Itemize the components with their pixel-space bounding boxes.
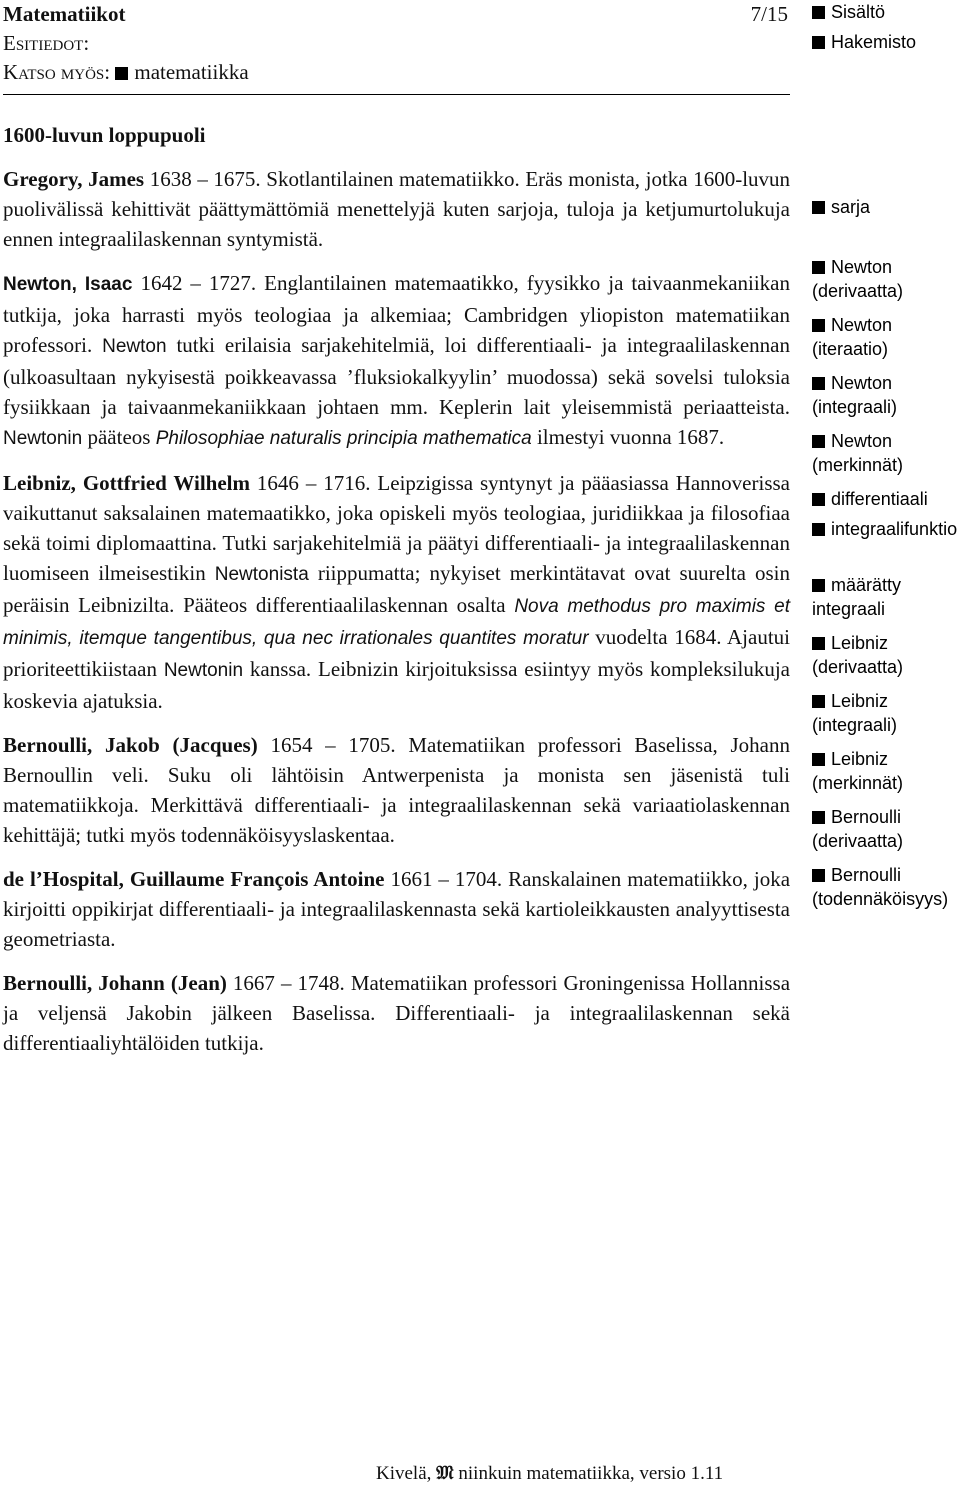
sidebar-link-label: määrätty integraali — [812, 575, 902, 619]
entry-text: Matematiikan professori Groningenissa Hollannissa ja veljensä Jakobin jälkeen Baselissa. Differentiaali- ja integraalilaskennan sekä differentiaaliyhtälöiden tutkija. — [3, 971, 791, 1055]
entry-name: de l’Hospital, Guillaume François Antoine — [3, 867, 385, 891]
link-square-icon — [812, 6, 825, 19]
link-square-icon — [115, 67, 128, 80]
section-heading: 1600-luvun loppupuoli — [3, 123, 206, 147]
sidebar-link-sarja[interactable] — [812, 195, 960, 219]
link-square-icon — [812, 753, 825, 766]
sidebar-link-bernoulli-todennakoisyys[interactable] — [812, 863, 960, 911]
page-header — [3, 0, 790, 87]
main-content — [3, 120, 790, 1072]
newton-ref: Newton — [102, 336, 167, 357]
sidebar-link-label: Hakemisto — [831, 32, 917, 52]
newton-ref: Newtonin — [163, 660, 244, 681]
link-square-icon — [812, 695, 825, 708]
entry-text: vuodelta 1684. Ajautui prioriteettikiistaan — [3, 625, 790, 681]
entry-text: ilmestyi vuonna 1687. — [531, 425, 725, 449]
entry-name: Leibniz, Gottfried Wilhelm — [3, 471, 250, 495]
sidebar-link-label: sarja — [831, 197, 871, 217]
sidebar-link-leibniz-merkinnat[interactable] — [812, 747, 960, 795]
entry-name: Gregory, James — [3, 167, 145, 191]
sidebar-link-newton-integraali[interactable] — [812, 371, 960, 419]
footer-title: niinkuin matematiikka, versio 1.11 — [458, 1463, 724, 1484]
entry-text: pääteos — [82, 425, 156, 449]
katso-myos-link-text: matematiikka — [134, 60, 249, 84]
sidebar-link-label: Leibniz (merkinnät) — [812, 749, 904, 793]
sidebar-link-label: integraalifunktio — [831, 519, 958, 539]
link-square-icon — [812, 201, 825, 214]
entry-de-l-hospital — [3, 864, 790, 954]
entry-text: , tuloja ja ketjumurtolukuja ennen integraalilaskennan syntymistä. — [3, 197, 791, 251]
entry-text: Matematiikan professori Baselissa, Johann Bernoullin veli. Suku oli lähtöisin Antwerpenista ja monista sen jäsenistä tuli matematiikkoja. Merkittävä differentiaali- ja integraalilaskennan sekä variaatiolaskennan kehittäjä; tutki myös todennäköisyyslaskentaa. — [3, 733, 791, 847]
sidebar-link-label: Newton (integraali) — [812, 373, 898, 417]
sidebar-link-label: Sisältö — [831, 2, 886, 22]
sidebar-link-label: Newton (iteraatio) — [812, 315, 893, 359]
entry-years: 1646 – 1716. — [256, 471, 371, 495]
entry-years: 1667 – 1748. — [232, 971, 345, 995]
newton-ref: Newtonin — [3, 428, 83, 449]
sidebar-link-newton-iteraatio[interactable] — [812, 313, 960, 361]
sidebar-link-label: Leibniz (derivaatta) — [812, 633, 904, 677]
sidebar-link-hakemisto[interactable] — [812, 30, 960, 54]
sidebar-link-leibniz-integraali[interactable] — [812, 689, 960, 737]
entry-text: tutki erilaisia sarjakehitelmiä, loi differentiaali- ja integraalilaskennan (ulkoasultaan nykyisestä poikkeavassa ’fluksiokalkyylin’ muodossa) sekä sovelsi tuloksia fysiikkaan ja taivaanmekaniikkaan johtaen mm. Keplerin lait yleisemmistä periaatteista. — [3, 333, 790, 419]
footer-author: Kivelä, — [376, 1463, 432, 1484]
sidebar-link-differentiaali[interactable] — [812, 487, 960, 511]
link-square-icon — [812, 377, 825, 390]
sidebar-link-newton-derivaatta[interactable] — [812, 255, 960, 303]
entry-text: Skotlantilainen matematiikko. Eräs monista, jotka 1600-luvun puolivälissä kehittivät päättymättömiä menettelyjä kuten — [3, 167, 791, 221]
entry-leibniz — [3, 468, 790, 716]
doc-title: Matematiikot — [3, 2, 126, 26]
entry-gregory — [3, 164, 790, 254]
work-title: Philosophiae naturalis principia mathematica — [155, 428, 532, 449]
footer-logo: 𝔐 — [436, 1462, 454, 1484]
page-number: 7/15 — [750, 2, 788, 26]
sidebar-link-leibniz-derivaatta[interactable] — [812, 631, 960, 679]
entry-text: Englantilainen matemaatikko, fyysikko ja taivaanmekaniikan tutkija, joka harrasti myös teologiaa ja alkemiaa; Cambridgen yliopiston matematiikan professori. — [3, 271, 790, 357]
sidebar-link-sisalto[interactable] — [812, 0, 960, 24]
link-square-icon — [812, 319, 825, 332]
entry-newton — [3, 268, 790, 454]
entry-name: Bernoulli, Jakob (Jacques) — [3, 733, 258, 757]
sidebar-link-label: Bernoulli (derivaatta) — [812, 807, 904, 851]
entry-johann-bernoulli — [3, 968, 790, 1058]
link-square-icon — [812, 869, 825, 882]
link-square-icon — [812, 435, 825, 448]
sidebar-link-label: differentiaali — [831, 489, 928, 509]
entry-text: riippumatta; nykyiset merkintätavat ovat suurelta osin peräisin Leibnizilta. Pääteos differentiaalilaskennan osalta — [3, 561, 790, 617]
entry-years: 1654 – 1705. — [270, 733, 396, 757]
sidebar-link-newton-merkinnat[interactable] — [812, 429, 960, 477]
katso-myos-label: Katso myös: — [3, 60, 111, 84]
entry-text: Leipzigissa syntynyt ja pääasiassa Hannoverissa vaikuttanut saksalainen matemaatikko, joka opiskeli myös teologiaa, juridiikkaa ja filosofiaa sekä toimi diplomaattina. Tutki sarjakehitelmiä ja päätyi differentiaali- ja integraalilaskennan luomiseen ilmeisestikin — [3, 471, 790, 585]
sarjoja-link[interactable]: sarjoja — [497, 197, 554, 221]
sidebar-link-label: Bernoulli (todennäköisyys) — [812, 865, 949, 909]
sidebar-link-label: Leibniz (integraali) — [812, 691, 898, 735]
entry-years: 1638 – 1675. — [149, 167, 261, 191]
sidebar-link-maaratty-integraali[interactable] — [812, 573, 960, 621]
doc-title-row — [3, 0, 790, 29]
entry-text: kanssa. Leibnizin kirjoituksissa esiintyy myös kompleksilukuja koskevia ajatuksia. — [3, 657, 790, 713]
link-square-icon — [812, 36, 825, 49]
sidebar-link-integraalifunktio[interactable] — [812, 517, 960, 541]
work-title: Nova methodus pro maximis et minimis, itemque tangentibus, qua nec irrationales quantites moratur — [3, 596, 790, 649]
link-square-icon — [812, 493, 825, 506]
link-square-icon — [812, 637, 825, 650]
link-square-icon — [812, 579, 825, 592]
katso-myos-row — [3, 58, 790, 87]
link-square-icon — [812, 261, 825, 274]
entry-jakob-bernoulli — [3, 730, 790, 850]
entry-years: 1661 – 1704. — [390, 867, 503, 891]
newton-ref: Newtonista — [214, 564, 309, 585]
entry-text: Ranskalainen matematiikko, joka kirjoitti oppikirjat differentiaali- ja integraalilaskennasta sekä kartioleikkausten analyyttisesta geometriasta. — [3, 867, 791, 951]
entry-name: Bernoulli, Johann (Jean) — [3, 971, 227, 995]
header-divider — [3, 94, 790, 95]
sidebar-link-label: Newton (merkinnät) — [812, 431, 904, 475]
entry-years: 1642 – 1727. — [140, 271, 257, 295]
esitiedot-label: Esitiedot: — [3, 31, 90, 55]
page-footer — [376, 1462, 723, 1485]
entry-name: Newton, Isaac — [3, 274, 133, 295]
sidebar-link-label: Newton (derivaatta) — [812, 257, 904, 301]
link-square-icon — [812, 811, 825, 824]
katso-myos-link[interactable] — [115, 60, 248, 84]
sidebar-link-bernoulli-derivaatta[interactable] — [812, 805, 960, 853]
link-square-icon — [812, 523, 825, 536]
